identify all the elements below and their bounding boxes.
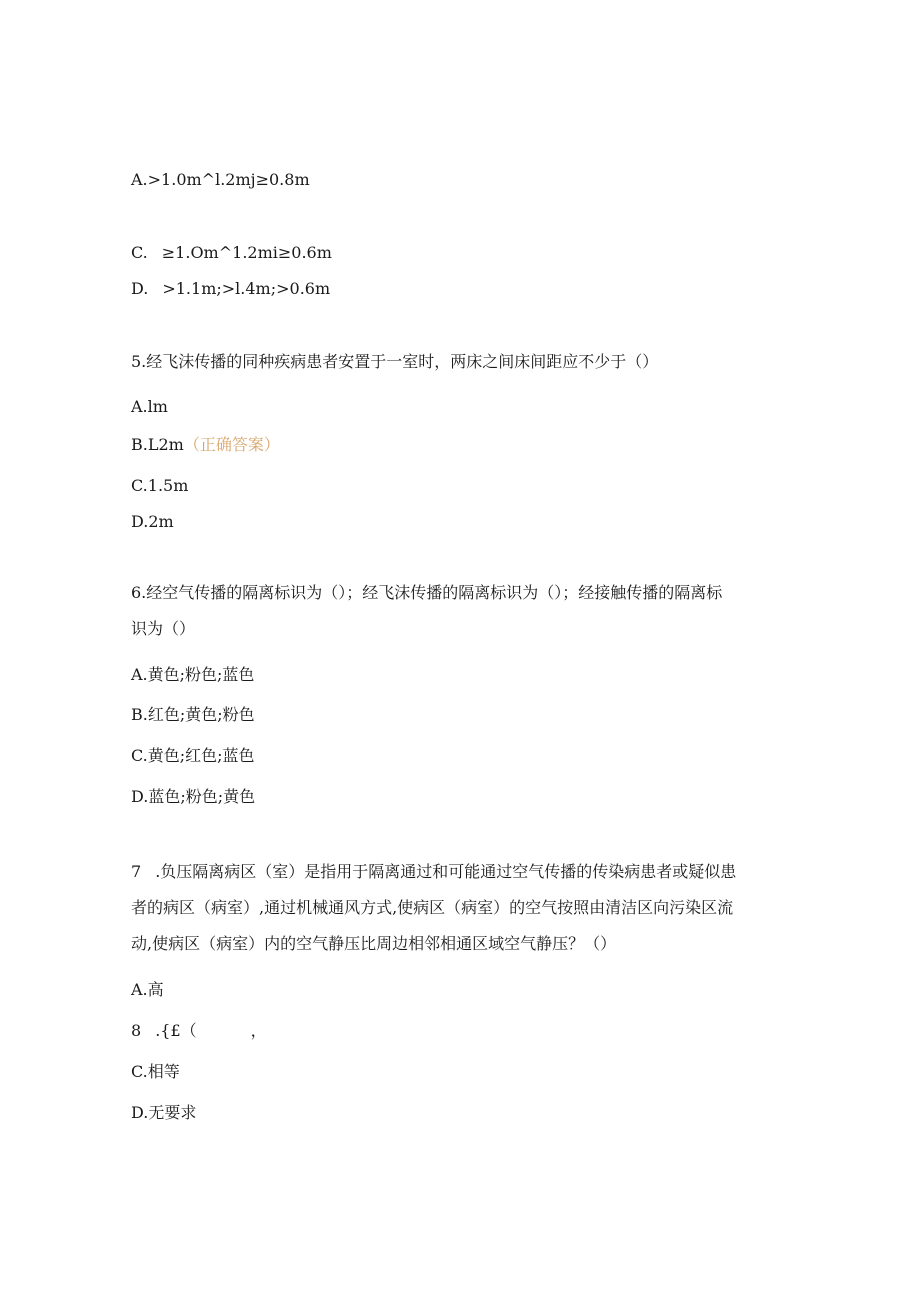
option-q7-a: A.高 bbox=[131, 980, 164, 999]
option-q4-c bbox=[131, 243, 332, 263]
garbled-text-tail: ， bbox=[250, 1021, 267, 1040]
question-5-stem: 5.经飞沫传播的同种疾病患者安置于一室时，两床之间床间距应不少于（） bbox=[131, 352, 659, 371]
option-q5-a: A.lm bbox=[131, 397, 168, 416]
option-q4-a: A.>1.0m^l.2mj≥0.8m bbox=[131, 170, 310, 189]
question-number: 8 bbox=[131, 1021, 142, 1040]
option-q4-d bbox=[131, 279, 330, 299]
option-q7-c: C.相等 bbox=[131, 1062, 180, 1081]
question-7-stem-line-2: 者的病区（病室）,通过机械通风方式,使病区（病室）的空气按照由清洁区向污染区流 bbox=[131, 898, 734, 917]
option-q6-a: A.黄色;粉色;蓝色 bbox=[131, 665, 255, 684]
question-text: .负压隔离病区（室）是指用于隔离通过和可能通过空气传播的传染病患者或疑似患 bbox=[155, 862, 737, 881]
option-text: ≥1.Om^1.2mi≥0.6m bbox=[161, 243, 332, 262]
question-7-stem-line-3: 动,使病区（病室）内的空气静压比周边相邻相通区域空气静压？（） bbox=[131, 934, 617, 953]
option-text: B.L2m bbox=[131, 435, 184, 454]
option-text: >1.1m;>l.4m;>0.6m bbox=[162, 279, 331, 298]
option-q6-d: D.蓝色;粉色;黄色 bbox=[131, 787, 256, 806]
question-6-stem-line-2: 识为（） bbox=[131, 619, 196, 638]
option-q5-c: C.1.5m bbox=[131, 476, 189, 495]
question-6-stem-line-1: 6.经空气传播的隔离标识为（）；经飞沫传播的隔离标识为（）；经接触传播的隔离标 bbox=[131, 583, 723, 602]
option-q6-b: B.红色;黄色;粉色 bbox=[131, 705, 255, 724]
option-q5-b bbox=[131, 435, 280, 455]
option-label: C. bbox=[131, 243, 148, 262]
garbled-text: .{£（ bbox=[155, 1021, 197, 1040]
correct-answer-note: （正确答案） bbox=[183, 435, 280, 454]
option-q5-d: D.2m bbox=[131, 512, 174, 531]
question-7-stem-line-1 bbox=[131, 862, 736, 882]
question-number: 7 bbox=[131, 862, 142, 881]
option-q6-c: C.黄色;红色;蓝色 bbox=[131, 746, 255, 765]
garbled-line-8 bbox=[131, 1021, 267, 1041]
option-label: D. bbox=[131, 279, 149, 298]
option-q7-d: D.无要求 bbox=[131, 1103, 197, 1122]
